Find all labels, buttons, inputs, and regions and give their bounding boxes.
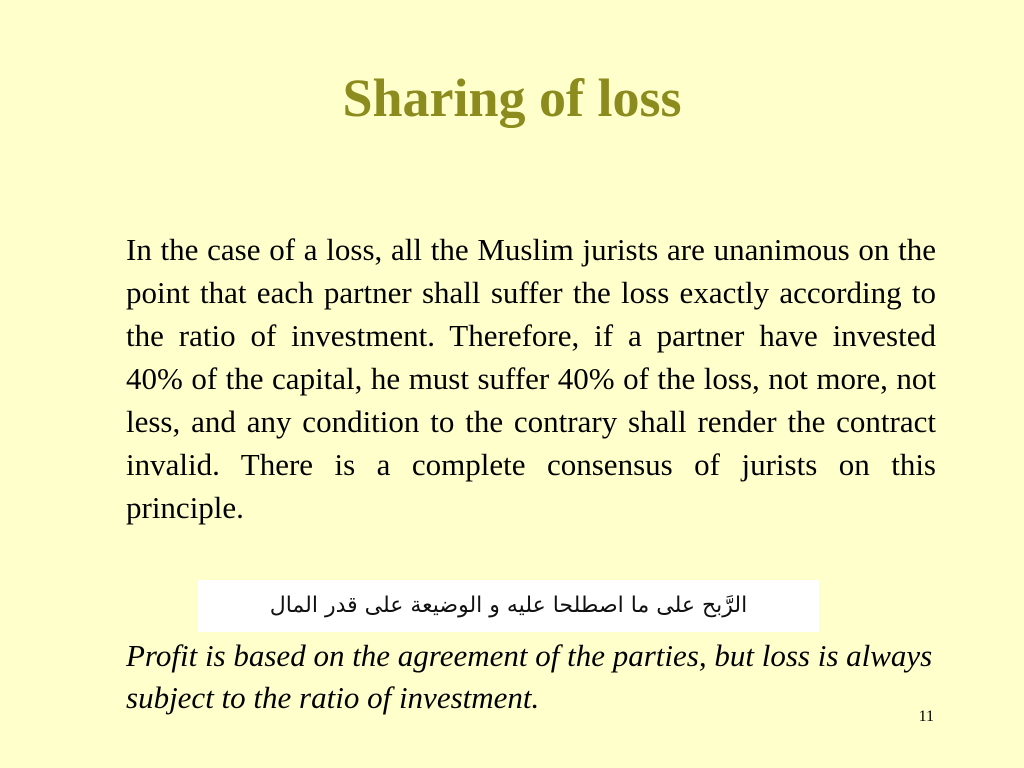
arabic-quote-image: الرَّبح على ما اصطلحا عليه و الوضيعة على قدر المال xyxy=(198,580,819,632)
translation-text: Profit is based on the agreement of the parties, but loss is always subject to the ratio of investment. xyxy=(126,638,933,715)
body-paragraph: In the case of a loss, all the Muslim jurists are unanimous on the point that each partner shall suffer the loss exactly according to the ratio of investment. Therefore, if a partner have invested 40% of the capital, he must suffer 40% of the loss, not more, not less, and any condition to the contrary shall render the contract invalid. There is a complete consensus of jurists on this principle. xyxy=(126,232,936,525)
page-number: 11 xyxy=(918,708,934,725)
slide-title: Sharing of loss xyxy=(342,68,682,128)
